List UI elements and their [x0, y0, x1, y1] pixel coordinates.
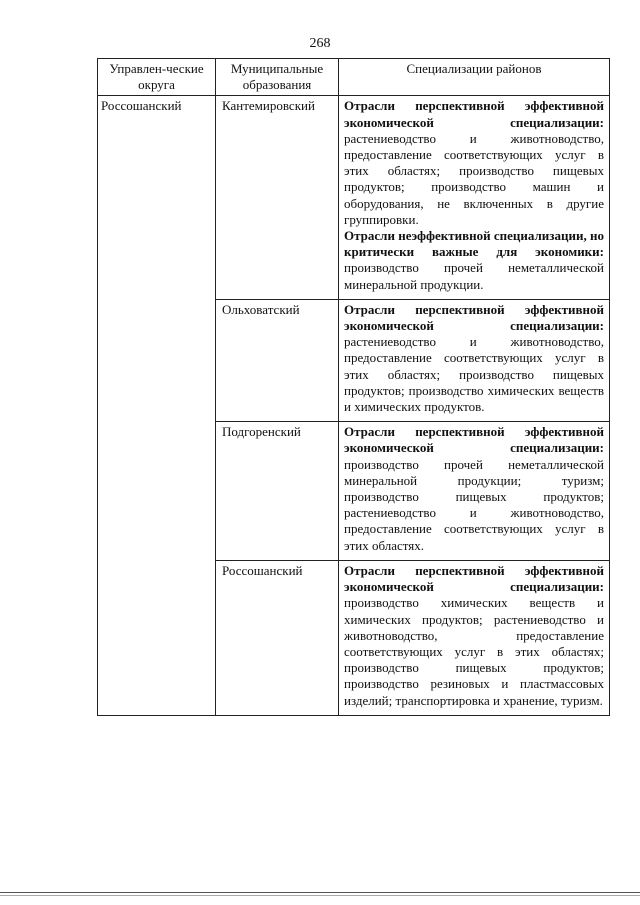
municipality-cell: Кантемировский [216, 96, 339, 299]
paragraph-heading: Отрасли перспективной эффективной экономической специализации: [344, 424, 604, 456]
municipality-cell: Ольховатский [216, 299, 339, 421]
specialization-paragraph [344, 228, 604, 293]
footer-divider [0, 895, 640, 896]
paragraph-text: растениеводство и животноводство, предоставление соответствующих услуг в этих областях; производство пищевых продуктов; производство химических веществ и химических продуктов. [344, 334, 604, 415]
municipality-cell: Подгоренский [216, 422, 339, 561]
header-specialization: Специализации районов [339, 59, 610, 96]
specialization-paragraph [344, 98, 604, 228]
paragraph-text: производство прочей неметаллической минеральной продукции; туризм; производство пищевых продуктов; растениеводство и животноводство, предоставление соответствующих услуг в этих областях. [344, 456, 604, 553]
table-row [98, 96, 610, 299]
footer-divider [0, 892, 640, 893]
specialization-cell [339, 560, 610, 715]
paragraph-text: растениеводство и животноводство, предоставление соответствующих услуг в этих областях; производство пищевых продуктов; производство машин и оборудования, не включенных в другие группировки. [344, 130, 604, 227]
paragraph-heading: Отрасли перспективной эффективной экономической специализации: [344, 562, 604, 595]
district-cell: Россошанский [98, 96, 216, 715]
specialization-cell [339, 299, 610, 421]
specialization-table [97, 58, 610, 716]
header-municipality: Муниципальные образования [216, 59, 339, 96]
municipality-cell: Россошанский [216, 560, 339, 715]
specialization-paragraph [344, 563, 604, 709]
header-district: Управлен-ческие округа [98, 59, 216, 96]
paragraph-heading: Отрасли неэффективной специализации, но критически важные для экономики: [344, 228, 604, 260]
paragraph-heading: Отрасли перспективной эффективной экономической специализации: [344, 301, 604, 334]
table-header-row [98, 59, 610, 96]
paragraph-text: производство химических веществ и химических продуктов; растениеводство и животноводство, предоставление соответствующих услуг в этих областях; производство пищевых продуктов; производство резиновых и пластмассовых изделий; транспортировка и хранение, туризм. [344, 595, 604, 708]
specialization-cell [339, 96, 610, 299]
specialization-paragraph [344, 424, 604, 554]
specialization-paragraph [344, 302, 604, 415]
paragraph-heading: Отрасли перспективной эффективной экономической специализации: [344, 98, 604, 130]
specialization-cell [339, 422, 610, 561]
page-number: 268 [309, 36, 331, 51]
paragraph-text: производство прочей неметаллической минеральной продукции. [344, 260, 604, 292]
